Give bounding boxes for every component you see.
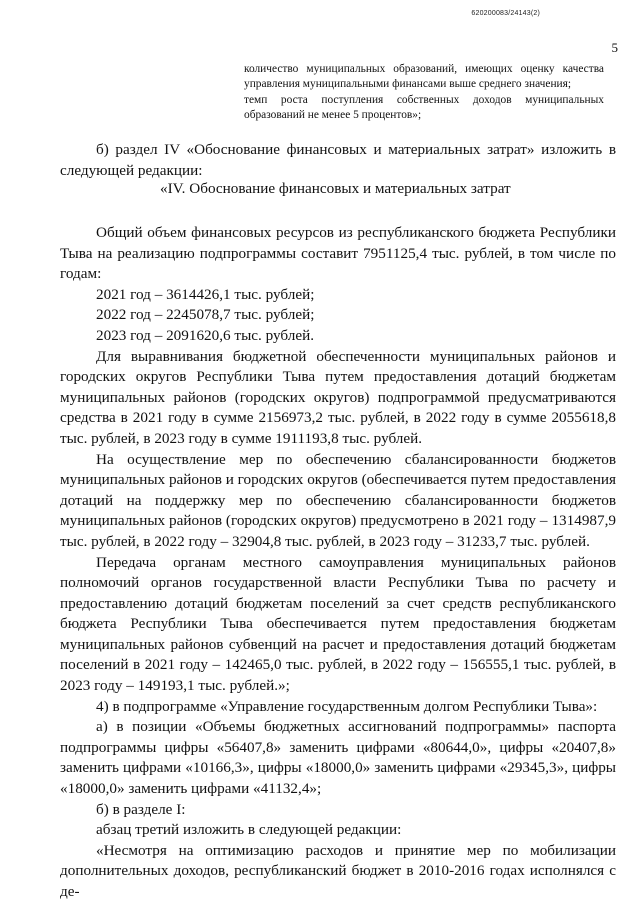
paragraph-delegation: Передача органам местного самоуправления муниципальных районов полномочий органов государственной власти Республики Тыва по расчету и предоставлению дотаций бюджетам поселений за счет средств республиканского бюджета Республики Тыва обеспечивается путем предоставления бюджетам муниципальных районов субвенций на расчет и предоставления дотаций бюджетам поселений в 2021 году – 142465,0 тыс. рублей, в 2022 году – 156555,1 тыс. рублей, в 2023 году – 149193,1 тыс. рублей.»;: [60, 553, 616, 695]
document-code: 620200083/24143(2): [471, 10, 540, 17]
year-2023-line: 2023 год – 2091620,6 тыс. рублей.: [96, 326, 314, 344]
paragraph-item-b: б) в разделе I:: [96, 800, 186, 818]
indicator-item: темп роста поступления собственных доходов муниципальных образований не менее 5 процентов»;: [244, 93, 604, 121]
paragraph-third-abzac: абзац третий изложить в следующей редакции:: [96, 821, 402, 839]
year-2022-line: 2022 год – 2245078,7 тыс. рублей;: [96, 306, 315, 324]
indicator-list: [244, 62, 604, 123]
paragraph-item-a: а) в позиции «Объемы бюджетных ассигнований подпрограммы» паспорта подпрограммы цифры «56407,8» заменить цифрами «80644,0», цифры «20407,8» заменить цифрами «10166,3», цифры «18000,0» заменить цифрами «29345,3», цифры «18000,0» заменить цифрами «41132,4»;: [60, 718, 616, 798]
paragraph-balance: На осуществление мер по обеспечению сбалансированности бюджетов муниципальных районов и городских округов (обеспечивается путем предоставления дотаций на поддержку мер по обеспечению сбалансированности бюджетов муниципальных районов (городских округов) предусмотрено в 2021 году – 1314987,9 тыс. рублей, в 2022 году – 32904,8 тыс. рублей, в 2023 году – 31233,7 тыс. рублей.: [60, 450, 616, 550]
page-number: 5: [611, 40, 618, 55]
paragraph-subprogram-4: 4) в подпрограмме «Управление государственным долгом Республики Тыва»:: [96, 697, 598, 715]
indicator-item: количество муниципальных образований, имеющих оценку качества управления муниципальными финансами выше среднего значения;: [244, 63, 604, 91]
section-b-block: [60, 140, 616, 181]
paragraph-equalization: Для выравнивания бюджетной обеспеченности муниципальных районов и городских округов Республики Тыва путем предоставления дотаций бюджетам муниципальных районов (городских округов) подпрограммой предусматриваются средства в 2021 году в сумме 2156973,2 тыс. рублей, в 2022 году в сумме 2055618,8 тыс. рублей, в 2023 году в сумме 1911193,8 тыс. рублей.: [60, 347, 616, 447]
main-text-block: [60, 223, 616, 903]
paragraph-total-funding: Общий объем финансовых ресурсов из республиканского бюджета Республики Тыва на реализацию подпрограммы составит 7951125,4 тыс. рублей, в том числе по годам:: [60, 224, 616, 283]
section-heading: «IV. Обоснование финансовых и материальных затрат: [160, 180, 511, 197]
section-b-paragraph: б) раздел IV «Обоснование финансовых и материальных затрат» изложить в следующей редакции:: [60, 141, 616, 179]
paragraph-quote: «Несмотря на оптимизацию расходов и принятие мер по мобилизации дополнительных доходов, республиканский бюджет в 2010-2016 годах исполнялся с де-: [60, 841, 616, 900]
year-2021-line: 2021 год – 3614426,1 тыс. рублей;: [96, 285, 315, 303]
